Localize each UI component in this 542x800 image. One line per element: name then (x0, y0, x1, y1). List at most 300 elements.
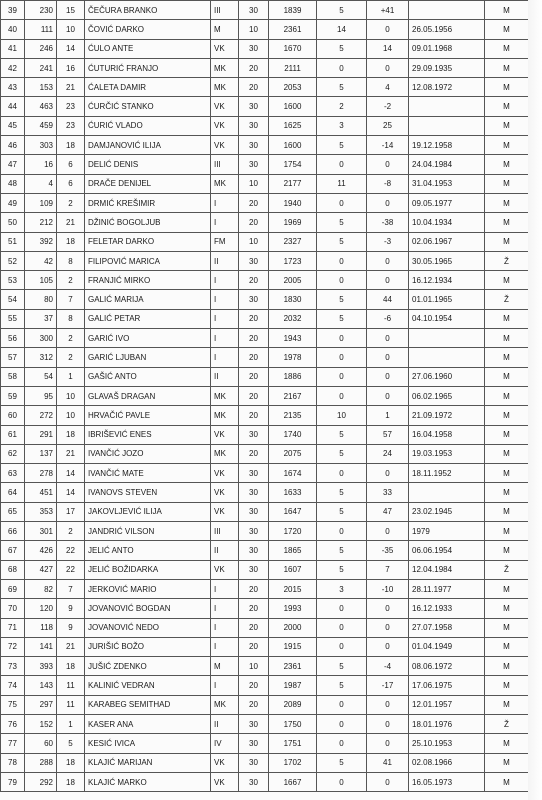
cell-change: 0 (367, 522, 409, 541)
cell-category: VK (211, 136, 239, 155)
cell-name: JOVANOVIĆ BOGDAN (85, 599, 211, 618)
cell-sex: M (485, 386, 529, 405)
cell-games: 5 (317, 753, 367, 772)
cell-club: 21 (57, 78, 85, 97)
cell-rank: 76 (1, 714, 25, 733)
cell-rating: 2167 (269, 386, 317, 405)
table-row (1, 753, 529, 772)
cell-sex: M (485, 136, 529, 155)
cell-sex: M (485, 155, 529, 174)
cell-rating: 1830 (269, 290, 317, 309)
cell-id: 143 (25, 676, 57, 695)
cell-category: II (211, 541, 239, 560)
cell-rating: 2135 (269, 406, 317, 425)
cell-rating: 1647 (269, 502, 317, 521)
cell-birth-date (409, 116, 485, 135)
cell-sex: M (485, 695, 529, 714)
cell-birth-date: 16.04.1958 (409, 425, 485, 444)
cell-birth-date: 17.06.1975 (409, 676, 485, 695)
cell-category: I (211, 348, 239, 367)
cell-id: 241 (25, 58, 57, 77)
cell-club: 7 (57, 579, 85, 598)
cell-category: VK (211, 483, 239, 502)
cell-name: GLAVAŠ DRAGAN (85, 386, 211, 405)
cell-name: DAMJANOVIĆ ILIJA (85, 136, 211, 155)
cell-k-factor: 20 (239, 695, 269, 714)
cell-club: 9 (57, 599, 85, 618)
cell-category: I (211, 579, 239, 598)
cell-k-factor: 30 (239, 522, 269, 541)
cell-birth-date: 19.03.1953 (409, 444, 485, 463)
cell-club: 21 (57, 213, 85, 232)
cell-birth-date (409, 483, 485, 502)
cell-birth-date: 27.06.1960 (409, 367, 485, 386)
cell-rank: 74 (1, 676, 25, 695)
cell-club: 5 (57, 734, 85, 753)
cell-k-factor: 30 (239, 502, 269, 521)
table-row (1, 367, 529, 386)
cell-rating: 1751 (269, 734, 317, 753)
cell-sex: Ž (485, 251, 529, 270)
cell-name: IVANČIĆ JOZO (85, 444, 211, 463)
cell-change: 4 (367, 78, 409, 97)
cell-category: II (211, 714, 239, 733)
cell-club: 11 (57, 695, 85, 714)
cell-games: 5 (317, 213, 367, 232)
cell-games: 5 (317, 78, 367, 97)
cell-category: IV (211, 734, 239, 753)
table-row (1, 136, 529, 155)
cell-name: GALIĆ PETAR (85, 309, 211, 328)
cell-rating: 2053 (269, 78, 317, 97)
cell-rating: 1969 (269, 213, 317, 232)
table-row (1, 406, 529, 425)
cell-rank: 42 (1, 58, 25, 77)
cell-change: 0 (367, 348, 409, 367)
cell-name: GARIĆ LJUBAN (85, 348, 211, 367)
cell-birth-date: 09.01.1968 (409, 39, 485, 58)
cell-rank: 43 (1, 78, 25, 97)
cell-club: 15 (57, 1, 85, 20)
cell-sex: M (485, 734, 529, 753)
cell-id: 451 (25, 483, 57, 502)
cell-name: JUŠIĆ ZDENKO (85, 657, 211, 676)
cell-change: 41 (367, 753, 409, 772)
table-row (1, 560, 529, 579)
cell-games: 5 (317, 444, 367, 463)
cell-k-factor: 30 (239, 734, 269, 753)
cell-birth-date: 24.04.1984 (409, 155, 485, 174)
cell-rating: 1940 (269, 193, 317, 212)
cell-category: I (211, 213, 239, 232)
cell-birth-date: 31.04.1953 (409, 174, 485, 193)
cell-rating: 1740 (269, 425, 317, 444)
cell-id: 16 (25, 155, 57, 174)
table-row (1, 714, 529, 733)
cell-rank: 45 (1, 116, 25, 135)
cell-sex: M (485, 406, 529, 425)
cell-category: I (211, 309, 239, 328)
cell-k-factor: 20 (239, 271, 269, 290)
cell-club: 10 (57, 386, 85, 405)
cell-rating: 1667 (269, 772, 317, 791)
table-row (1, 734, 529, 753)
cell-rating: 1886 (269, 367, 317, 386)
cell-change: -2 (367, 97, 409, 116)
cell-games: 10 (317, 406, 367, 425)
cell-rank: 77 (1, 734, 25, 753)
cell-name: JELIĆ BOŽIDARKA (85, 560, 211, 579)
table-row (1, 116, 529, 135)
cell-birth-date: 30.05.1965 (409, 251, 485, 270)
cell-name: ČOVIĆ DARKO (85, 20, 211, 39)
cell-change: 0 (367, 251, 409, 270)
table-row (1, 348, 529, 367)
cell-sex: M (485, 58, 529, 77)
cell-birth-date: 10.04.1934 (409, 213, 485, 232)
cell-k-factor: 20 (239, 386, 269, 405)
cell-games: 5 (317, 676, 367, 695)
cell-games: 5 (317, 1, 367, 20)
cell-name: KASER ANA (85, 714, 211, 733)
cell-sex: M (485, 348, 529, 367)
cell-id: 246 (25, 39, 57, 58)
cell-id: 426 (25, 541, 57, 560)
cell-rating: 2075 (269, 444, 317, 463)
cell-birth-date: 01.04.1949 (409, 637, 485, 656)
cell-k-factor: 20 (239, 676, 269, 695)
cell-id: 427 (25, 560, 57, 579)
cell-name: JURIŠIĆ BOŽO (85, 637, 211, 656)
cell-change: 7 (367, 560, 409, 579)
cell-sex: M (485, 483, 529, 502)
cell-club: 18 (57, 657, 85, 676)
cell-k-factor: 20 (239, 579, 269, 598)
cell-rank: 67 (1, 541, 25, 560)
cell-rank: 61 (1, 425, 25, 444)
cell-category: MK (211, 695, 239, 714)
cell-sex: M (485, 193, 529, 212)
cell-category: VK (211, 502, 239, 521)
cell-change: -38 (367, 213, 409, 232)
cell-k-factor: 30 (239, 116, 269, 135)
cell-club: 11 (57, 676, 85, 695)
page-edge (528, 0, 542, 800)
table-row (1, 386, 529, 405)
cell-change: 0 (367, 772, 409, 791)
cell-category: MK (211, 406, 239, 425)
cell-games: 11 (317, 174, 367, 193)
cell-rank: 50 (1, 213, 25, 232)
cell-change: -35 (367, 541, 409, 560)
cell-k-factor: 30 (239, 290, 269, 309)
cell-sex: M (485, 174, 529, 193)
cell-sex: M (485, 1, 529, 20)
cell-category: II (211, 251, 239, 270)
cell-k-factor: 30 (239, 155, 269, 174)
cell-games: 0 (317, 772, 367, 791)
cell-club: 14 (57, 39, 85, 58)
cell-k-factor: 30 (239, 714, 269, 733)
cell-k-factor: 20 (239, 213, 269, 232)
cell-change: 33 (367, 483, 409, 502)
cell-id: 141 (25, 637, 57, 656)
cell-name: ĆURČIĆ STANKO (85, 97, 211, 116)
cell-k-factor: 20 (239, 406, 269, 425)
cell-birth-date: 06.06.1954 (409, 541, 485, 560)
cell-birth-date: 29.09.1935 (409, 58, 485, 77)
cell-id: 272 (25, 406, 57, 425)
cell-change: -3 (367, 232, 409, 251)
cell-category: I (211, 329, 239, 348)
cell-games: 5 (317, 560, 367, 579)
cell-rank: 55 (1, 309, 25, 328)
cell-rating: 2000 (269, 618, 317, 637)
cell-games: 5 (317, 290, 367, 309)
cell-sex: M (485, 232, 529, 251)
cell-games: 5 (317, 232, 367, 251)
cell-rating: 1702 (269, 753, 317, 772)
cell-rating: 2032 (269, 309, 317, 328)
cell-k-factor: 20 (239, 599, 269, 618)
cell-rank: 75 (1, 695, 25, 714)
cell-id: 120 (25, 599, 57, 618)
cell-rank: 54 (1, 290, 25, 309)
cell-id: 82 (25, 579, 57, 598)
cell-k-factor: 30 (239, 1, 269, 20)
cell-birth-date: 12.08.1972 (409, 78, 485, 97)
cell-club: 1 (57, 367, 85, 386)
cell-birth-date: 09.05.1977 (409, 193, 485, 212)
cell-rank: 58 (1, 367, 25, 386)
cell-sex: M (485, 97, 529, 116)
cell-rating: 1943 (269, 329, 317, 348)
cell-id: 230 (25, 1, 57, 20)
cell-change: 0 (367, 637, 409, 656)
cell-name: DRMIĆ KREŠIMIR (85, 193, 211, 212)
cell-games: 5 (317, 483, 367, 502)
cell-k-factor: 30 (239, 541, 269, 560)
cell-club: 7 (57, 290, 85, 309)
table-row (1, 78, 529, 97)
cell-rating: 1607 (269, 560, 317, 579)
cell-games: 0 (317, 734, 367, 753)
cell-change: 0 (367, 386, 409, 405)
cell-rank: 78 (1, 753, 25, 772)
cell-sex: M (485, 522, 529, 541)
cell-sex: M (485, 271, 529, 290)
cell-games: 0 (317, 329, 367, 348)
cell-birth-date: 02.08.1966 (409, 753, 485, 772)
cell-games: 3 (317, 579, 367, 598)
cell-k-factor: 20 (239, 348, 269, 367)
cell-change: -4 (367, 657, 409, 676)
cell-category: M (211, 20, 239, 39)
cell-k-factor: 20 (239, 78, 269, 97)
cell-birth-date: 27.07.1958 (409, 618, 485, 637)
cell-name: DŽINIĆ BOGOLJUB (85, 213, 211, 232)
cell-club: 2 (57, 271, 85, 290)
cell-club: 18 (57, 232, 85, 251)
cell-rank: 57 (1, 348, 25, 367)
cell-sex: M (485, 772, 529, 791)
cell-sex: M (485, 541, 529, 560)
cell-rank: 70 (1, 599, 25, 618)
cell-id: 60 (25, 734, 57, 753)
cell-rank: 62 (1, 444, 25, 463)
cell-birth-date: 1979 (409, 522, 485, 541)
cell-category: M (211, 657, 239, 676)
cell-sex: M (485, 444, 529, 463)
table-row (1, 271, 529, 290)
cell-id: 312 (25, 348, 57, 367)
cell-category: MK (211, 444, 239, 463)
cell-change: 0 (367, 193, 409, 212)
cell-rating: 1723 (269, 251, 317, 270)
table-row (1, 193, 529, 212)
cell-sex: M (485, 329, 529, 348)
cell-id: 80 (25, 290, 57, 309)
cell-rating: 1674 (269, 464, 317, 483)
table-row (1, 39, 529, 58)
cell-birth-date: 16.12.1934 (409, 271, 485, 290)
cell-category: MK (211, 174, 239, 193)
table-row (1, 20, 529, 39)
cell-category: I (211, 676, 239, 695)
cell-games: 14 (317, 20, 367, 39)
cell-rank: 40 (1, 20, 25, 39)
cell-rank: 49 (1, 193, 25, 212)
cell-rank: 64 (1, 483, 25, 502)
cell-category: MK (211, 386, 239, 405)
cell-games: 5 (317, 425, 367, 444)
cell-change: -10 (367, 579, 409, 598)
cell-rating: 1865 (269, 541, 317, 560)
cell-rating: 2177 (269, 174, 317, 193)
table-row (1, 174, 529, 193)
cell-games: 5 (317, 39, 367, 58)
cell-id: 105 (25, 271, 57, 290)
cell-rank: 72 (1, 637, 25, 656)
cell-rating: 1839 (269, 1, 317, 20)
cell-category: VK (211, 39, 239, 58)
cell-category: I (211, 618, 239, 637)
cell-rank: 59 (1, 386, 25, 405)
table-row (1, 444, 529, 463)
cell-sex: M (485, 599, 529, 618)
cell-rank: 69 (1, 579, 25, 598)
cell-club: 14 (57, 464, 85, 483)
table-row (1, 522, 529, 541)
cell-k-factor: 30 (239, 251, 269, 270)
cell-birth-date: 12.01.1957 (409, 695, 485, 714)
cell-club: 17 (57, 502, 85, 521)
cell-rating: 1633 (269, 483, 317, 502)
cell-id: 303 (25, 136, 57, 155)
cell-id: 291 (25, 425, 57, 444)
cell-rating: 2361 (269, 20, 317, 39)
cell-id: 212 (25, 213, 57, 232)
cell-rank: 44 (1, 97, 25, 116)
cell-category: VK (211, 560, 239, 579)
cell-games: 0 (317, 251, 367, 270)
cell-name: ČEČURA BRANKO (85, 1, 211, 20)
cell-rating: 1915 (269, 637, 317, 656)
cell-k-factor: 30 (239, 464, 269, 483)
cell-rank: 41 (1, 39, 25, 58)
cell-k-factor: 20 (239, 618, 269, 637)
table-row (1, 290, 529, 309)
table-row (1, 637, 529, 656)
cell-change: +41 (367, 1, 409, 20)
cell-k-factor: 20 (239, 193, 269, 212)
cell-category: III (211, 1, 239, 20)
cell-rating: 2361 (269, 657, 317, 676)
cell-name: KESIĆ IVICA (85, 734, 211, 753)
cell-rank: 60 (1, 406, 25, 425)
cell-rank: 65 (1, 502, 25, 521)
table-row (1, 772, 529, 791)
cell-games: 0 (317, 193, 367, 212)
cell-rating: 1720 (269, 522, 317, 541)
cell-sex: M (485, 618, 529, 637)
cell-id: 392 (25, 232, 57, 251)
cell-sex: M (485, 637, 529, 656)
table-row (1, 155, 529, 174)
cell-rank: 71 (1, 618, 25, 637)
cell-id: 95 (25, 386, 57, 405)
cell-club: 2 (57, 348, 85, 367)
cell-k-factor: 30 (239, 772, 269, 791)
cell-id: 459 (25, 116, 57, 135)
table-body (1, 1, 529, 792)
cell-birth-date (409, 97, 485, 116)
cell-k-factor: 30 (239, 97, 269, 116)
cell-games: 0 (317, 386, 367, 405)
cell-rank: 46 (1, 136, 25, 155)
cell-games: 0 (317, 155, 367, 174)
cell-change: 0 (367, 155, 409, 174)
cell-change: 0 (367, 714, 409, 733)
cell-category: MK (211, 78, 239, 97)
cell-category: III (211, 155, 239, 174)
cell-k-factor: 30 (239, 483, 269, 502)
cell-name: ĆULO ANTE (85, 39, 211, 58)
table-row (1, 541, 529, 560)
cell-category: I (211, 637, 239, 656)
cell-k-factor: 20 (239, 309, 269, 328)
cell-id: 54 (25, 367, 57, 386)
cell-id: 292 (25, 772, 57, 791)
cell-birth-date: 25.10.1953 (409, 734, 485, 753)
cell-club: 2 (57, 522, 85, 541)
cell-birth-date: 12.04.1984 (409, 560, 485, 579)
cell-k-factor: 30 (239, 425, 269, 444)
cell-name: KLAJIĆ MARKO (85, 772, 211, 791)
cell-games: 5 (317, 657, 367, 676)
cell-rating: 1625 (269, 116, 317, 135)
cell-category: I (211, 193, 239, 212)
cell-club: 8 (57, 251, 85, 270)
cell-games: 0 (317, 271, 367, 290)
cell-k-factor: 20 (239, 367, 269, 386)
cell-name: ĆURIĆ VLADO (85, 116, 211, 135)
cell-category: II (211, 367, 239, 386)
cell-club: 23 (57, 97, 85, 116)
cell-games: 0 (317, 58, 367, 77)
cell-rank: 79 (1, 772, 25, 791)
table-row (1, 1, 529, 20)
